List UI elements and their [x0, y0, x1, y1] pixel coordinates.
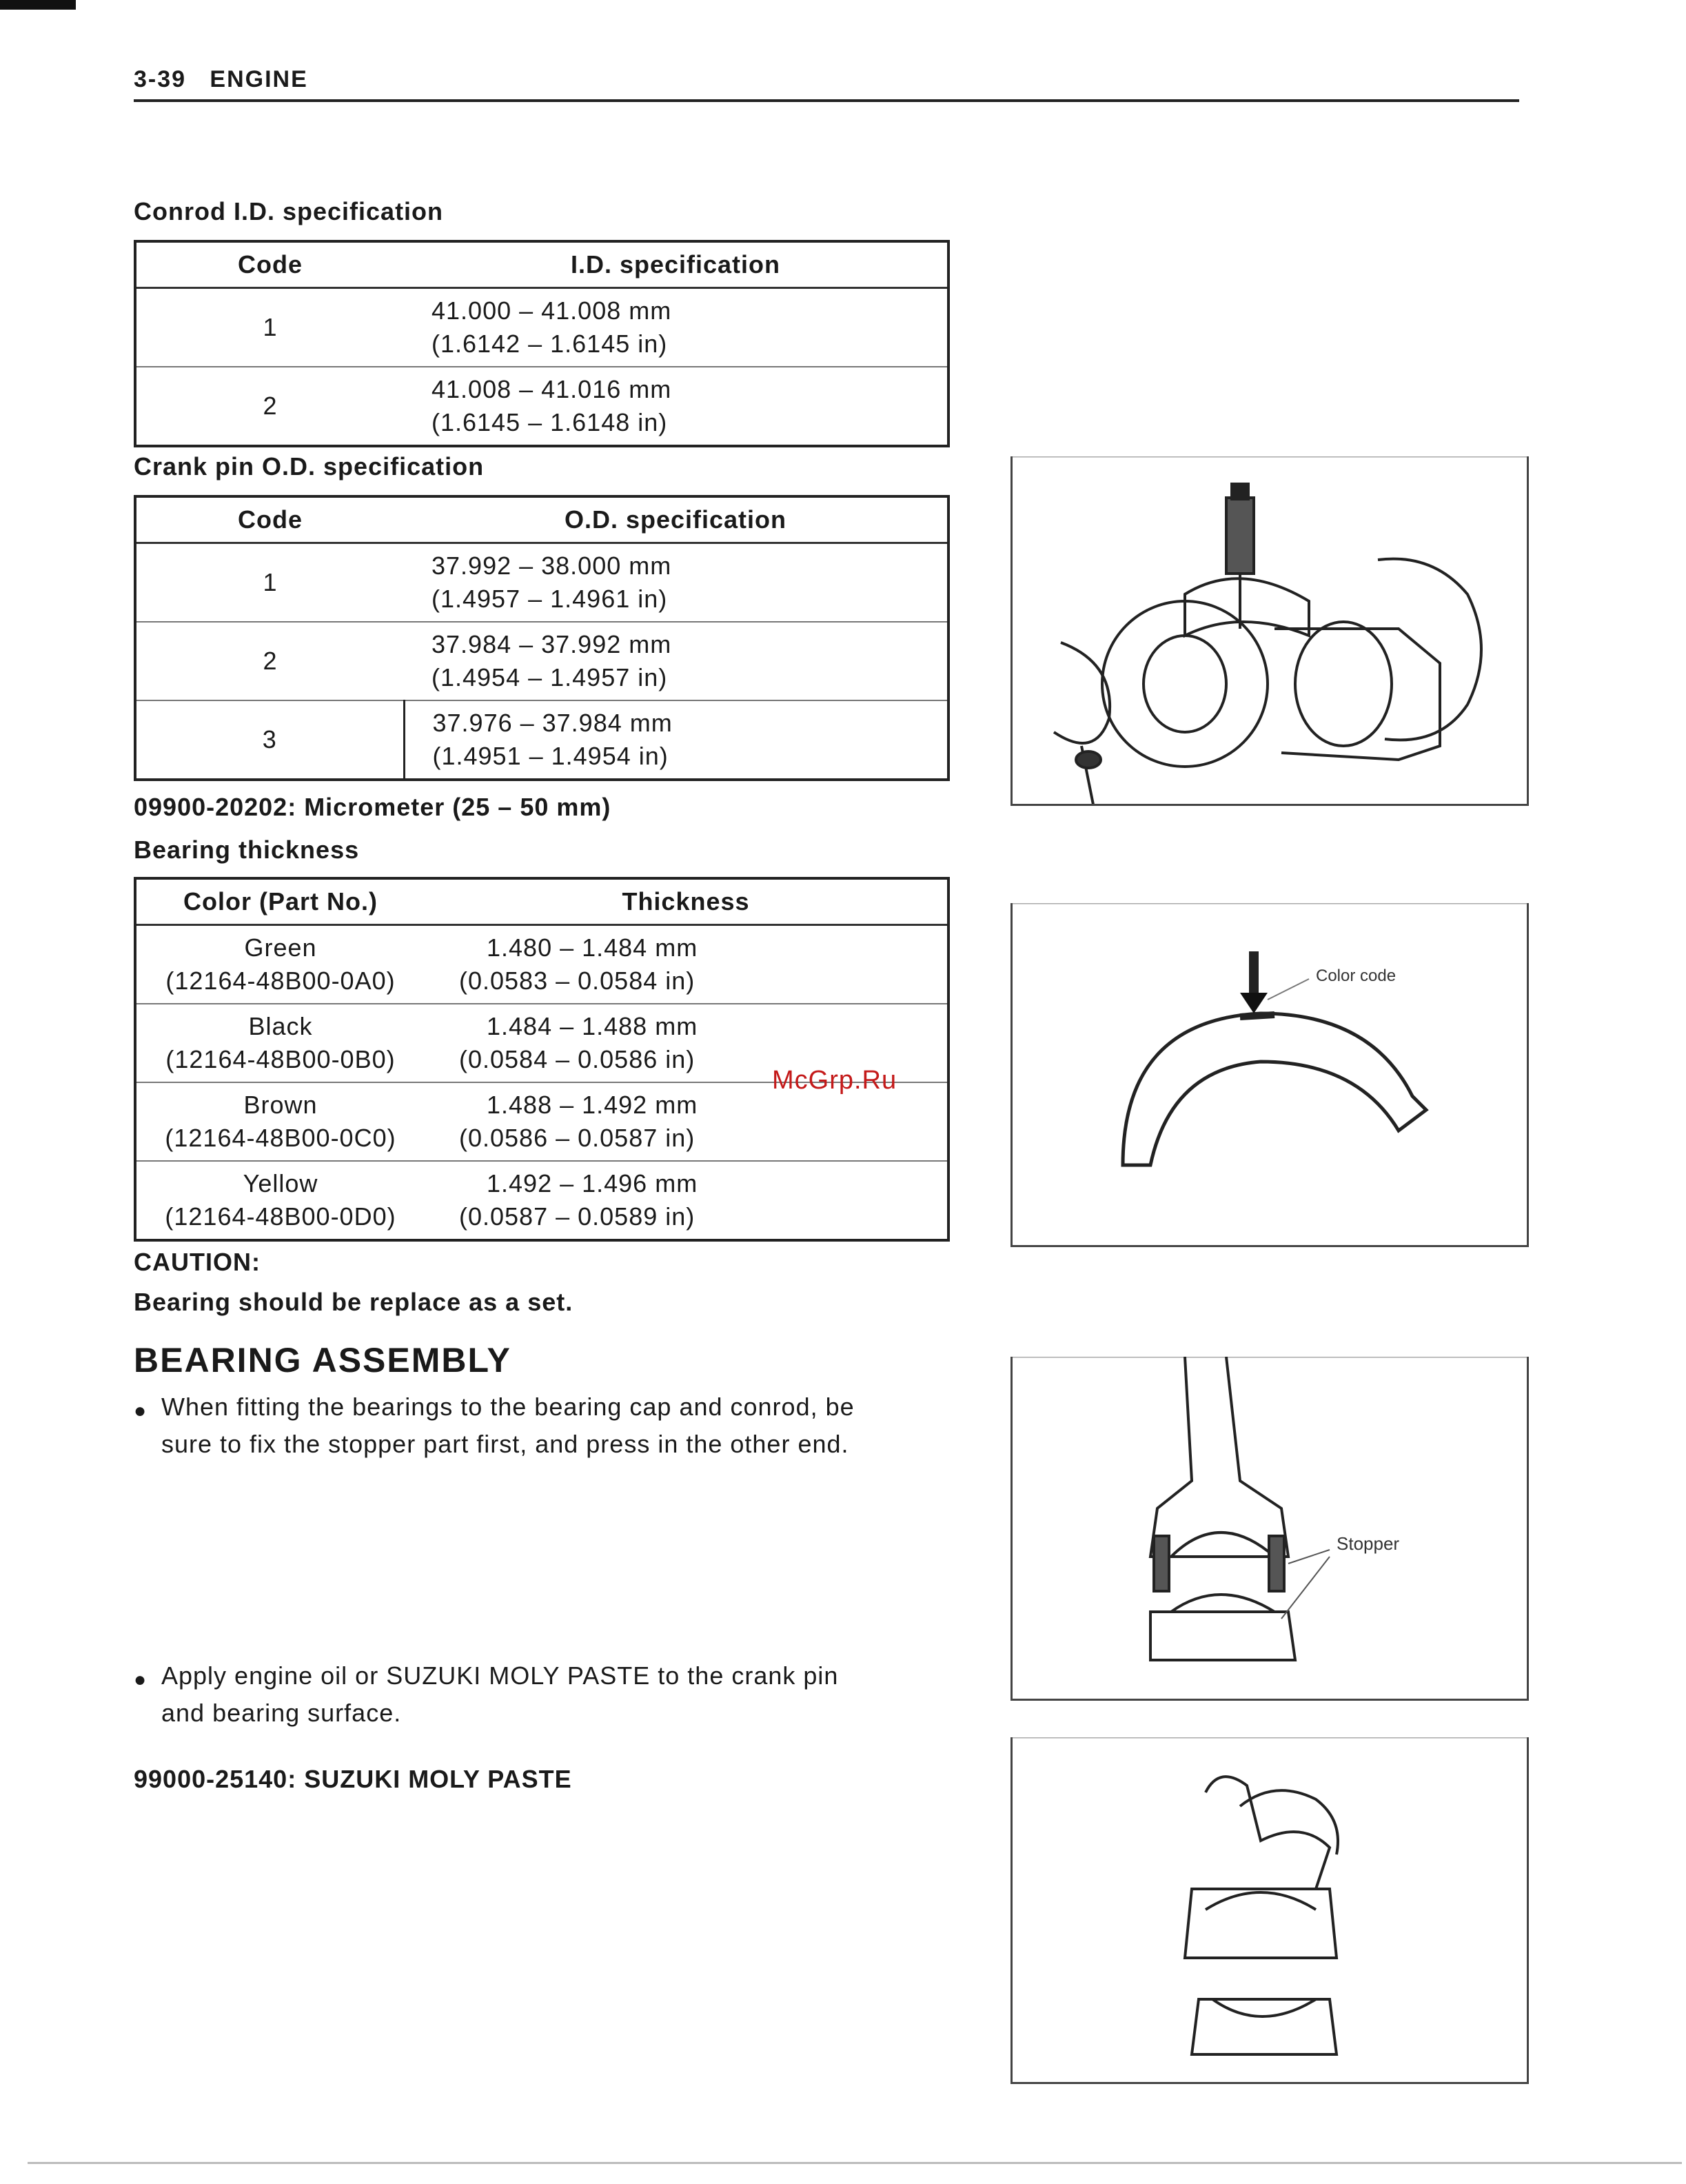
step-2-line-2: and bearing surface.	[161, 1699, 402, 1727]
table-row	[135, 700, 948, 780]
header-rule	[134, 99, 1519, 102]
spec-in: (1.4954 – 1.4957 in)	[431, 663, 668, 691]
conrod-title: Conrod I.D. specification	[134, 197, 444, 225]
crankpin-header-spec: O.D. specification	[404, 496, 948, 543]
figure-micrometer	[1010, 456, 1529, 806]
step-1-line-2: sure to fix the stopper part first, and press in the other end.	[161, 1430, 849, 1458]
spec-cell	[404, 288, 948, 367]
conrod-header-spec: I.D. specification	[404, 241, 948, 288]
bullet-icon: ●	[134, 1399, 147, 1422]
spec-cell	[404, 622, 948, 700]
color-cell	[135, 925, 425, 1004]
crankpin-table	[134, 495, 950, 781]
table-row	[135, 543, 948, 623]
caution-text: Bearing should be replace as a set.	[134, 1288, 573, 1316]
figure-stopper	[1010, 1357, 1529, 1701]
thickness-mm: 1.488 – 1.492 mm	[487, 1091, 698, 1119]
part-number: (12164-48B00-0B0)	[165, 1045, 396, 1073]
bearing-table	[134, 877, 950, 1242]
caution-label: CAUTION:	[134, 1248, 261, 1276]
spec-cell	[404, 543, 948, 623]
thickness-in: (0.0586 – 0.0587 in)	[459, 1124, 695, 1152]
color-name: Brown	[243, 1091, 318, 1119]
code-cell: 1	[135, 543, 404, 623]
thickness-in: (0.0584 – 0.0586 in)	[459, 1045, 695, 1073]
table-row	[135, 367, 948, 446]
spec-in: (1.4957 – 1.4961 in)	[431, 585, 668, 613]
spec-cell	[404, 700, 948, 780]
code-cell: 1	[135, 288, 404, 367]
conrod-header-code: Code	[135, 241, 404, 288]
bottom-rule	[28, 2162, 1682, 2164]
conrod-table	[134, 240, 950, 447]
spec-mm: 41.008 – 41.016 mm	[431, 375, 672, 403]
assembly-step-2	[161, 1657, 961, 1732]
spec-mm: 37.992 – 38.000 mm	[431, 552, 672, 580]
crankpin-title: Crank pin O.D. specification	[134, 452, 485, 481]
watermark: McGrp.Ru	[772, 1066, 897, 1095]
code-cell: 2	[135, 622, 404, 700]
bearing-title: Bearing thickness	[134, 836, 360, 864]
bearing-header-thickness: Thickness	[425, 878, 948, 925]
thickness-cell	[425, 925, 948, 1004]
color-name: Yellow	[243, 1169, 318, 1197]
code-cell: 3	[135, 700, 404, 780]
part-number: (12164-48B00-0C0)	[165, 1124, 396, 1152]
spec-mm: 41.000 – 41.008 mm	[431, 296, 672, 325]
color-code-label: Color code	[1316, 967, 1396, 985]
crankpin-header-code: Code	[135, 496, 404, 543]
section-name: ENGINE	[210, 66, 308, 92]
thickness-mm: 1.480 – 1.484 mm	[487, 933, 698, 962]
scan-corner-mark	[0, 0, 76, 10]
stopper-label: Stopper	[1337, 1533, 1400, 1554]
table-row	[135, 925, 948, 1004]
thickness-mm: 1.484 – 1.488 mm	[487, 1012, 698, 1040]
thickness-mm: 1.492 – 1.496 mm	[487, 1169, 698, 1197]
color-name: Black	[248, 1012, 313, 1040]
bearing-shell-illustration	[1013, 903, 1527, 1245]
micrometer-crankshaft-illustration	[1013, 456, 1527, 804]
table-row	[135, 288, 948, 367]
apply-paste-illustration	[1013, 1737, 1527, 2082]
color-cell	[135, 1161, 425, 1240]
arrow-down-icon	[1240, 993, 1268, 1013]
assembly-step-1	[161, 1388, 961, 1463]
spec-mm: 37.984 – 37.992 mm	[431, 630, 672, 658]
spec-mm: 37.976 – 37.984 mm	[432, 709, 673, 737]
thickness-in: (0.0583 – 0.0584 in)	[459, 967, 695, 995]
moly-paste: 99000-25140: SUZUKI MOLY PASTE	[134, 1765, 572, 1793]
color-cell	[135, 1082, 425, 1161]
spec-in: (1.4951 – 1.4954 in)	[432, 742, 669, 770]
thickness-cell	[425, 1161, 948, 1240]
bullet-icon: ●	[134, 1668, 147, 1691]
color-cell	[135, 1004, 425, 1082]
figure-bearing-color-code	[1010, 903, 1529, 1247]
step-2-line-1: Apply engine oil or SUZUKI MOLY PASTE to the crank pin	[161, 1661, 839, 1690]
step-1-line-1: When fitting the bearings to the bearing cap and conrod, be	[161, 1393, 855, 1421]
spec-in: (1.6142 – 1.6145 in)	[431, 330, 668, 358]
spec-in: (1.6145 – 1.6148 in)	[431, 408, 668, 436]
page-header	[134, 66, 308, 93]
page-number: 3-39	[134, 66, 187, 92]
code-cell: 2	[135, 367, 404, 446]
bearing-header-color: Color (Part No.)	[135, 878, 425, 925]
part-number: (12164-48B00-0A0)	[165, 967, 396, 995]
spec-cell	[404, 367, 948, 446]
micrometer-tool: 09900-20202: Micrometer (25 – 50 mm)	[134, 793, 611, 821]
conrod-stopper-illustration	[1013, 1357, 1527, 1699]
figure-apply-paste	[1010, 1737, 1529, 2084]
color-name: Green	[244, 933, 317, 962]
table-row	[135, 1161, 948, 1240]
assembly-heading: BEARING ASSEMBLY	[134, 1341, 511, 1379]
thickness-in: (0.0587 – 0.0589 in)	[459, 1202, 695, 1231]
part-number: (12164-48B00-0D0)	[165, 1202, 396, 1231]
table-row	[135, 622, 948, 700]
